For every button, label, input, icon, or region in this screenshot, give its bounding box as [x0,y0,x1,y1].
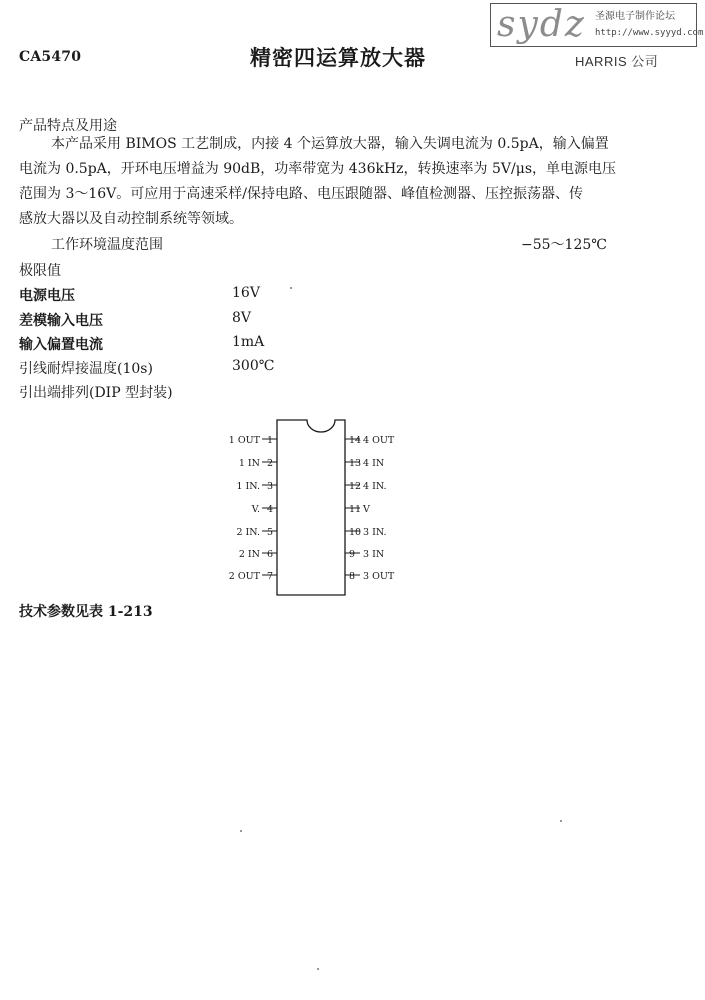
scan-speck [560,820,562,822]
pin-number: 6 [266,549,273,560]
pin-number: 7 [266,571,273,582]
pin-number: 9 [349,549,356,560]
pinout-heading: 引出端排列(DIP 型封装) [19,385,173,401]
pin-label: 2 IN. [236,527,260,538]
pin-label: 3 IN. [363,527,387,538]
features-line: 范围为 3～16V。可应用于高速采样/保持电路、电压跟随器、峰值检测器、压控振荡器、传 [19,186,583,202]
pin-label: 2 OUT [228,571,260,582]
document-title: 精密四运算放大器 [250,45,426,70]
pin-label: 2 IN [238,549,260,560]
dip-pinout-diagram [200,418,420,598]
pin-label: 1 OUT [228,435,260,446]
pin-number: 3 [266,481,273,492]
pin-number: 4 [266,504,273,515]
logo-mark: sydz [497,4,586,45]
pin-number: 5 [266,527,273,538]
limit-value: 8V [232,310,252,326]
watermark-logo [490,3,704,47]
limit-label: 差模输入电压 [19,313,103,329]
limit-label: 输入偏置电流 [19,337,103,353]
pin-number: 10 [349,527,362,538]
limits-heading: 极限值 [19,263,61,279]
pin-label: 4 OUT [363,435,395,446]
pin-label: 4 IN. [363,481,387,492]
ic-package-outline [277,420,345,595]
features-line: 感放大器以及自动控制系统等领域。 [19,211,243,227]
pin-number: 14 [349,435,362,446]
logo-url: http://www.syyyd.com [595,28,704,38]
pin-number: 12 [349,481,362,492]
pin-label: V. [251,504,260,515]
pin-label: 1 IN. [236,481,260,492]
scan-speck [317,968,319,970]
part-number: CA5470 [19,49,82,65]
temperature-range-label: 工作环境温度范围 [51,237,163,253]
features-line: 电流为 0.5pA，开环电压增益为 90dB，功率带宽为 436kHz，转换速率为 5V/μs，单电源电压 [19,161,617,177]
features-line: 本产品采用 BIMOS 工艺制成，内接 4 个运算放大器，输入失调电流为 0.5pA，输入偏置 [51,136,609,152]
limit-value: 16V [232,285,260,301]
pin-label: V [363,504,370,515]
reference-note: 技术参数见表 1-213 [19,604,153,620]
company-name: HARRIS 公司 [575,54,659,69]
scan-speck [290,287,292,289]
pin-number: 13 [349,458,362,469]
temperature-range-value: −55～125℃ [521,237,607,253]
limit-value: 300℃ [232,358,275,374]
logo-text: 圣源电子制作论坛 [595,11,675,22]
limit-label: 引线耐焊接温度(10s) [19,361,153,377]
pin-number: 1 [266,435,273,446]
pin-number: 11 [349,504,362,515]
pin-label: 1 IN [238,458,260,469]
pin-number: 8 [349,571,356,582]
pin-label: 3 OUT [363,571,395,582]
pin-number: 2 [266,458,273,469]
scan-speck [240,830,242,832]
limit-value: 1mA [232,334,265,350]
features-heading: 产品特点及用途 [19,118,117,134]
limit-label: 电源电压 [19,288,75,304]
pin-label: 4 IN [363,458,385,469]
pin-label: 3 IN [363,549,385,560]
